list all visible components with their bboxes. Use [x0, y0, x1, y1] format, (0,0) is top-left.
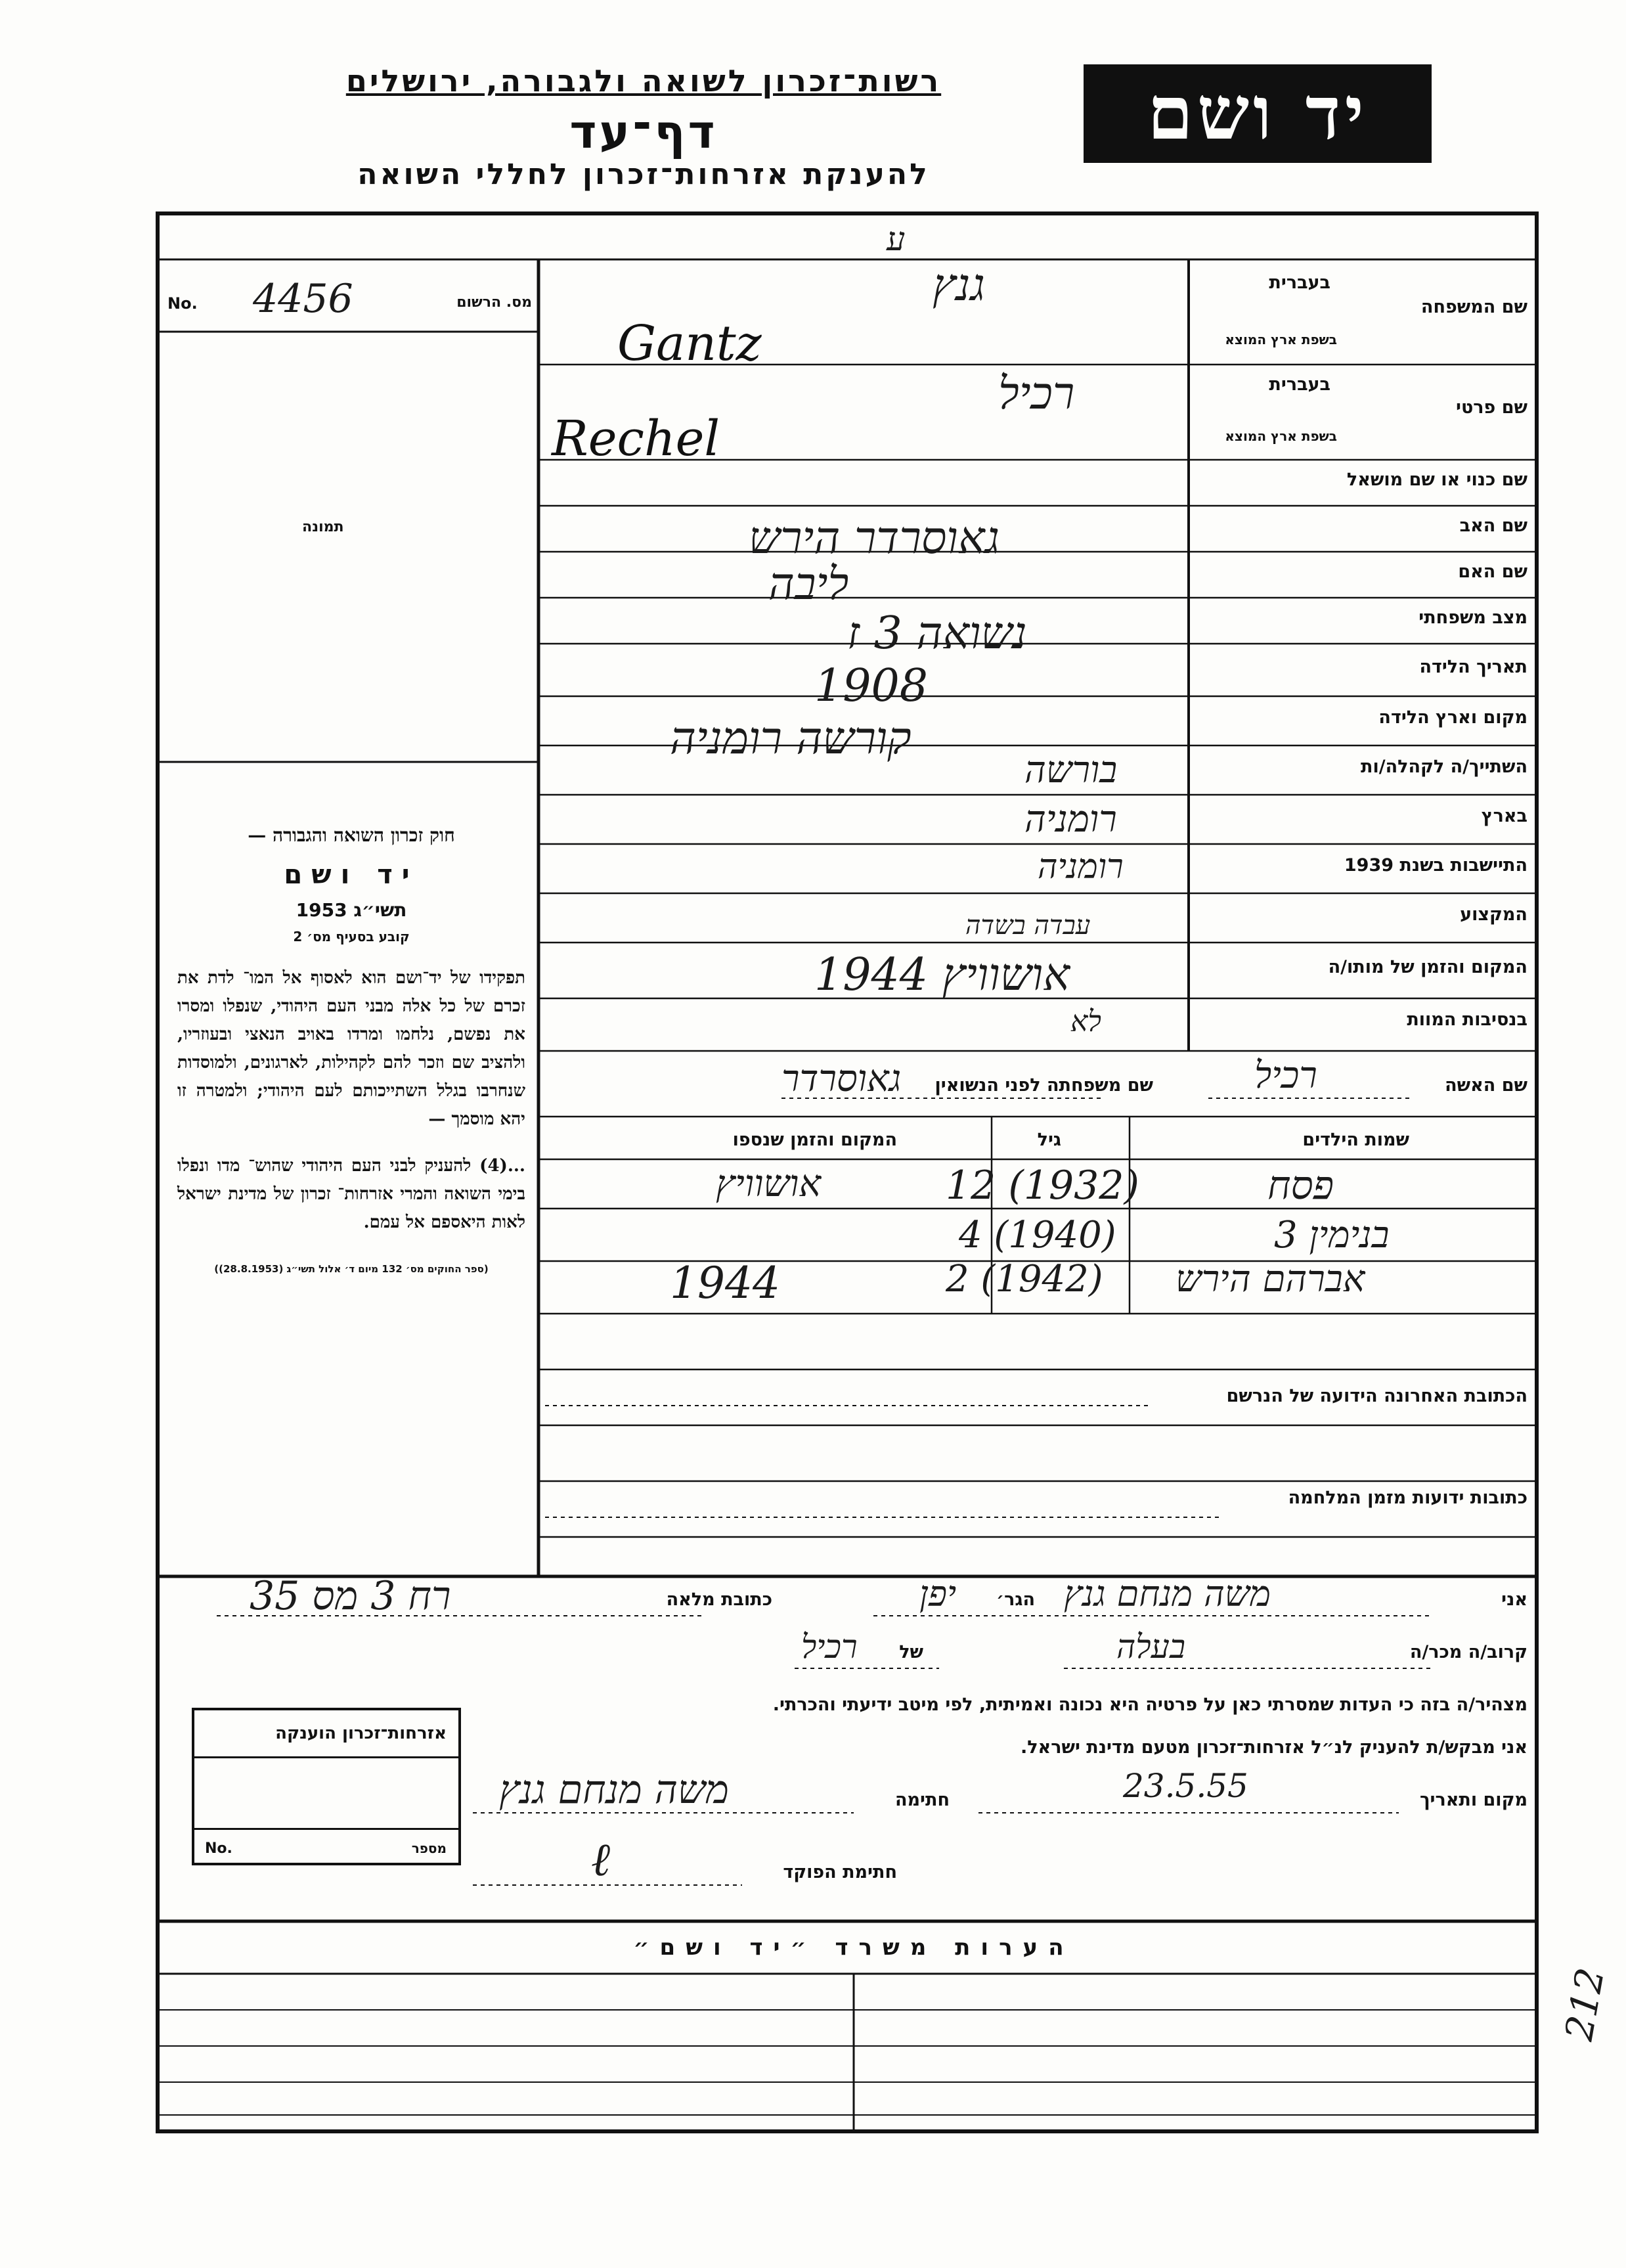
decl-address-label: כתובת מלאה — [666, 1590, 772, 1610]
label-father: שם האב — [1459, 516, 1527, 536]
law-paragraph-1: תפקידו של יד־ושם הוא לאסוף אל המו־ לדת את זכרם של כל אלה מבני העם היהודי, שנפלו ומסרו את נפשם, נלחמו ומרדו באויב הנאצי ובעוזריו, ולהציב שם וזכר להם לקהילות, לארגונים, ולמוסדות שנחרבו בגלל השתייכותם לעם היהודי; ולמטרה זו יהא מוסמך — — [177, 968, 525, 1129]
value-birth-date: 1908 — [814, 660, 929, 712]
children-col-place: המקום והזמן שנספו — [732, 1130, 897, 1150]
decl-place-date-label: מקום ותאריך — [1419, 1790, 1527, 1810]
margin-note: 212 — [1556, 1964, 1614, 2044]
child-3-age: 2 (1942) — [946, 1258, 1103, 1301]
value-maiden-name: גאוסרדר — [781, 1057, 902, 1100]
decl-official-signature-label: חתימת הפוקד — [783, 1862, 897, 1882]
label-maiden-name: שם משפחתה לפני הנשואין — [934, 1075, 1153, 1096]
value-residence-1939: רומניה — [1038, 847, 1124, 887]
award-box — [192, 1708, 461, 1865]
decl-relative-value: בעלה — [1116, 1628, 1186, 1666]
value-wife-name: רכיל — [1254, 1054, 1317, 1097]
label-war-addresses: כתובות ידועות מזמן המלחמה — [1288, 1488, 1527, 1508]
child-1-name: פסח — [1267, 1163, 1334, 1209]
law-title: חוק זכרון השואה והגבורה — — [248, 824, 455, 846]
label-origin-lang-1: בשפת ארץ המוצא — [1225, 332, 1337, 347]
award-box-no-label: No. — [205, 1840, 232, 1857]
decl-of-label: של — [899, 1642, 923, 1662]
label-mother: שם האם — [1458, 562, 1527, 582]
decl-line-1: מצהיר/ה בזה כי העדות שמסרתי כאן על פרטיה היא נכונה ואמיתית, לפי מיטב ידיעתי והכרתי. — [772, 1695, 1527, 1715]
law-clause: קובע בסעיף מס׳ 2 — [293, 929, 410, 945]
label-death-circumstances: בנסיבות המוות — [1407, 1010, 1527, 1030]
yad-vashem-logo: יד ושם — [1084, 64, 1432, 163]
label-birth-place: מקום וארץ הלידה — [1378, 707, 1527, 728]
child-2-name: בנימין 3 — [1274, 1214, 1390, 1256]
decl-place-date-value: 23.5.55 — [1123, 1767, 1248, 1805]
value-community: בורשה — [1024, 749, 1118, 791]
photo-label: תמונה — [302, 519, 344, 535]
label-wife-name: שם האשה — [1445, 1075, 1527, 1096]
label-first-name: שם פרטי — [1456, 397, 1527, 418]
label-birth-date: תאריך הלידה — [1419, 657, 1527, 677]
label-profession: המקצוע — [1460, 904, 1527, 925]
value-first-name-he: רכיל — [998, 368, 1075, 420]
decl-relative-label: קרוב/ה מכר/ה — [1409, 1642, 1527, 1662]
children-col-age: גיל — [1037, 1130, 1061, 1150]
authority-title: רשות־זכרון לשואה ולגבורה, ירושלים — [345, 63, 942, 99]
value-marital: נשואה 3 ז — [847, 608, 1027, 659]
label-community: השתייך/ה לקהלה/ות — [1361, 757, 1527, 777]
decl-address-value: רח 3 מס 35 — [250, 1573, 451, 1619]
child-3-name: אברהם הירש — [1176, 1258, 1365, 1301]
value-death-place-time: אושוויץ 1944 — [814, 949, 1070, 1001]
value-family-name-he: גנץ — [933, 259, 985, 311]
decl-mr-label: הגר׳ — [996, 1590, 1035, 1610]
law-name: יד ושם — [284, 860, 419, 890]
label-nickname: שם כנוי או שם מושאל — [1346, 470, 1527, 490]
decl-signature-value: משה מנחם גנץ — [499, 1767, 729, 1813]
label-hebrew-2: בעברית — [1269, 374, 1330, 395]
registry-no-label: No. — [167, 294, 198, 313]
child-3-place: 1944 — [670, 1258, 780, 1308]
law-paragraph-2: ...(4) להעניק לבני העם היהודי שהוש־ מדו ונפלו בימי השואה והמרי אזרחות־ זכרון של מדינת ישראל לאות היאספם אל עמם. — [177, 1156, 525, 1232]
form-title: דף־עד — [569, 105, 718, 159]
value-profession-note: עבדה בשדה — [965, 910, 1091, 941]
registry-row — [167, 276, 532, 322]
value-death-extra: לא — [1070, 1005, 1101, 1038]
registry-label: מס. הרשום — [456, 294, 532, 311]
value-first-name-orig: Rechel — [552, 411, 720, 467]
decl-i-label: אני — [1501, 1590, 1527, 1610]
decl-line-2: אני מבקש/ת להעניק לנ״ל אזרחות־זכרון מטעם מדינת ישראל. — [1020, 1737, 1527, 1758]
child-2-age: 4 (1940) — [959, 1214, 1116, 1256]
registry-number: 4456 — [253, 276, 353, 322]
value-in-country: רומניה — [1024, 798, 1117, 841]
children-col-names: שמות הילדים — [1302, 1130, 1409, 1150]
top-handwritten-mark: ע — [887, 220, 906, 258]
child-1-place: אושוויץ — [716, 1163, 822, 1205]
value-birth-place: קורשה רומניה — [670, 713, 912, 765]
award-box-title: אזרחות־זכרון הוענקה — [275, 1723, 447, 1743]
label-marital: מצב משפחתי — [1418, 608, 1527, 628]
value-family-name-orig: Gantz — [617, 315, 762, 372]
label-residence-1939: התיישבות בשנת 1939 — [1344, 855, 1527, 876]
law-block — [177, 824, 525, 1275]
label-hebrew-1: בעברית — [1269, 273, 1330, 293]
label-family-name: שם המשפחה — [1420, 297, 1527, 317]
decl-of-value: רכיל — [801, 1628, 858, 1666]
label-origin-lang-2: בשפת ארץ המוצא — [1225, 428, 1337, 444]
value-father: גאוסרדר הירש — [749, 512, 1000, 564]
child-1-age: 12 (1932) — [946, 1163, 1139, 1209]
label-last-address: הכתובת האחרונה הידועה של הנרשם — [1226, 1386, 1527, 1406]
decl-mr-value: יפן — [919, 1573, 957, 1614]
office-notes-title: הערות משרד ״יד ושם״ — [633, 1934, 1074, 1961]
law-year: תשי״ג 1953 — [296, 899, 407, 921]
value-mother: ליבה — [768, 558, 849, 610]
decl-i-value: משה מנחם גנץ — [1064, 1573, 1271, 1614]
label-in-country: בארץ — [1481, 806, 1527, 826]
award-box-number-label: מספר — [411, 1840, 447, 1856]
law-reference: (ספר החוקים מס׳ 132 מיום ד׳ אלול תשי״ג (28.8.1953)) — [214, 1263, 489, 1275]
decl-signature-label: חתימה — [894, 1790, 950, 1810]
official-signature-mark: ℓ — [591, 1833, 611, 1886]
form-subtitle: להענקת אזרחות־זכרון לחללי השואה — [357, 158, 930, 191]
label-death-place-time: המקום והזמן של מותו/ה — [1328, 957, 1527, 977]
